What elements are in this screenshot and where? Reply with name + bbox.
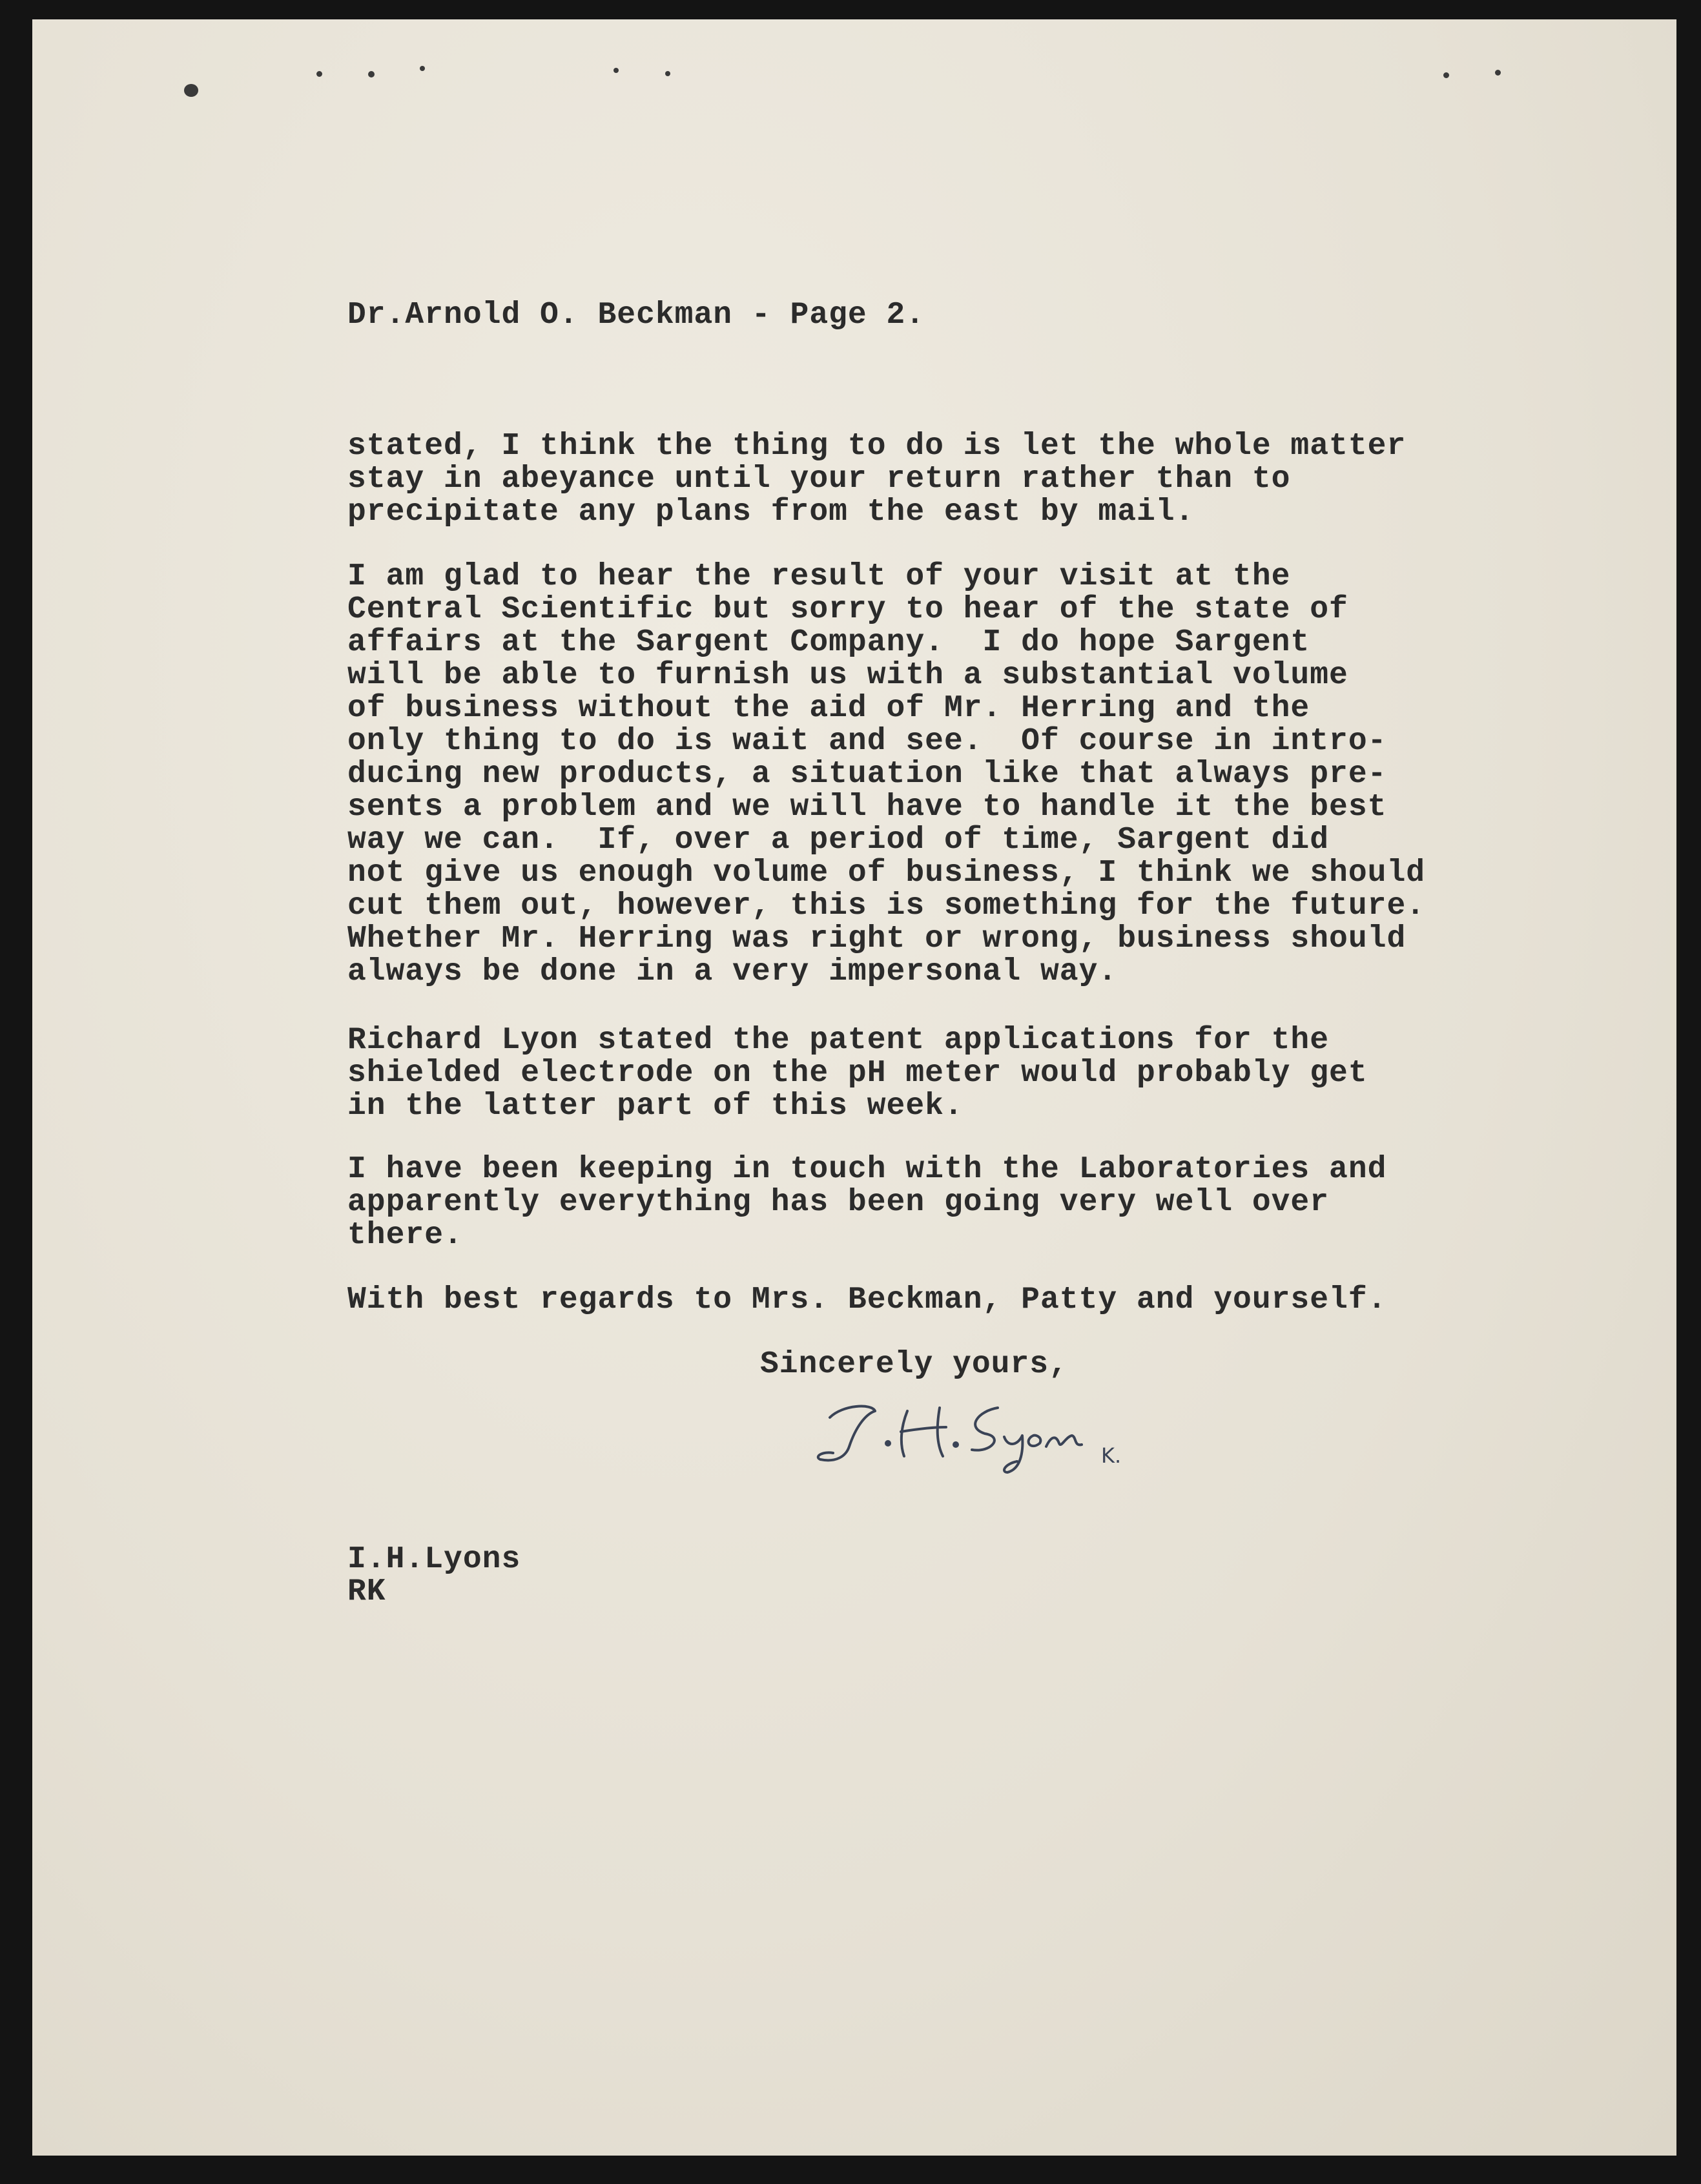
text-line: With best regards to Mrs. Beckman, Patty and yourself. [347,1283,1387,1317]
paragraph-4 [347,1153,1387,1252]
signature-initial: K. [1101,1443,1122,1468]
handwritten-signature [810,1392,1185,1482]
typist-initials: RK [347,1574,386,1609]
text-line: Central Scientific but sorry to hear of the state of [347,592,1348,627]
text-line: only thing to do is wait and see. Of course in intro- [347,724,1387,759]
text-line: Whether Mr. Herring was right or wrong, business should [347,922,1407,956]
text-line: sents a problem and we will have to handle it the best [347,790,1387,825]
punch-mark [420,66,425,71]
punch-mark [368,71,375,77]
paragraph-5 [347,1284,1387,1317]
punch-mark [184,84,198,97]
text-line: shielded electrode on the pH meter would probably get [347,1056,1368,1091]
text-line: I have been keeping in touch with the Laboratories and [347,1152,1387,1187]
text-line: way we can. If, over a period of time, Sargent did [347,823,1330,858]
text-line: cut them out, however, this is something for the future. [347,889,1426,923]
text-line: not give us enough volume of business, I think we should [347,856,1426,891]
paragraph-3 [347,1024,1368,1123]
punch-mark [665,71,670,76]
text-line: I am glad to hear the result of your visit at the [347,559,1291,594]
page-header: Dr.Arnold O. Beckman - Page 2. [347,298,925,333]
text-line: ducing new products, a situation like that always pre- [347,757,1387,792]
paragraph-1 [347,430,1406,529]
punch-mark [1495,70,1501,76]
text-line: will be able to furnish us with a substantial volume [347,658,1348,693]
punch-mark [613,68,619,73]
text-line: of business without the aid of Mr. Herring and the [347,691,1310,726]
text-line: always be done in a very impersonal way. [347,954,1118,989]
closing: Sincerely yours, [760,1347,1068,1382]
text-line: in the latter part of this week. [347,1089,964,1124]
paragraph-2 [347,561,1425,989]
typed-signer-name: I.H.Lyons [347,1542,521,1577]
letter-page [32,19,1676,2156]
punch-mark [316,71,322,77]
text-line: apparently everything has been going very well over [347,1185,1330,1220]
text-line: there. [347,1218,463,1253]
text-line: precipitate any plans from the east by mail. [347,495,1195,530]
text-line: stated, I think the thing to do is let the whole matter [347,429,1407,464]
text-line: stay in abeyance until your return rather than to [347,462,1291,497]
text-line: Richard Lyon stated the patent applications for the [347,1023,1330,1058]
punch-mark [1443,72,1449,78]
text-line: affairs at the Sargent Company. I do hope Sargent [347,625,1310,660]
